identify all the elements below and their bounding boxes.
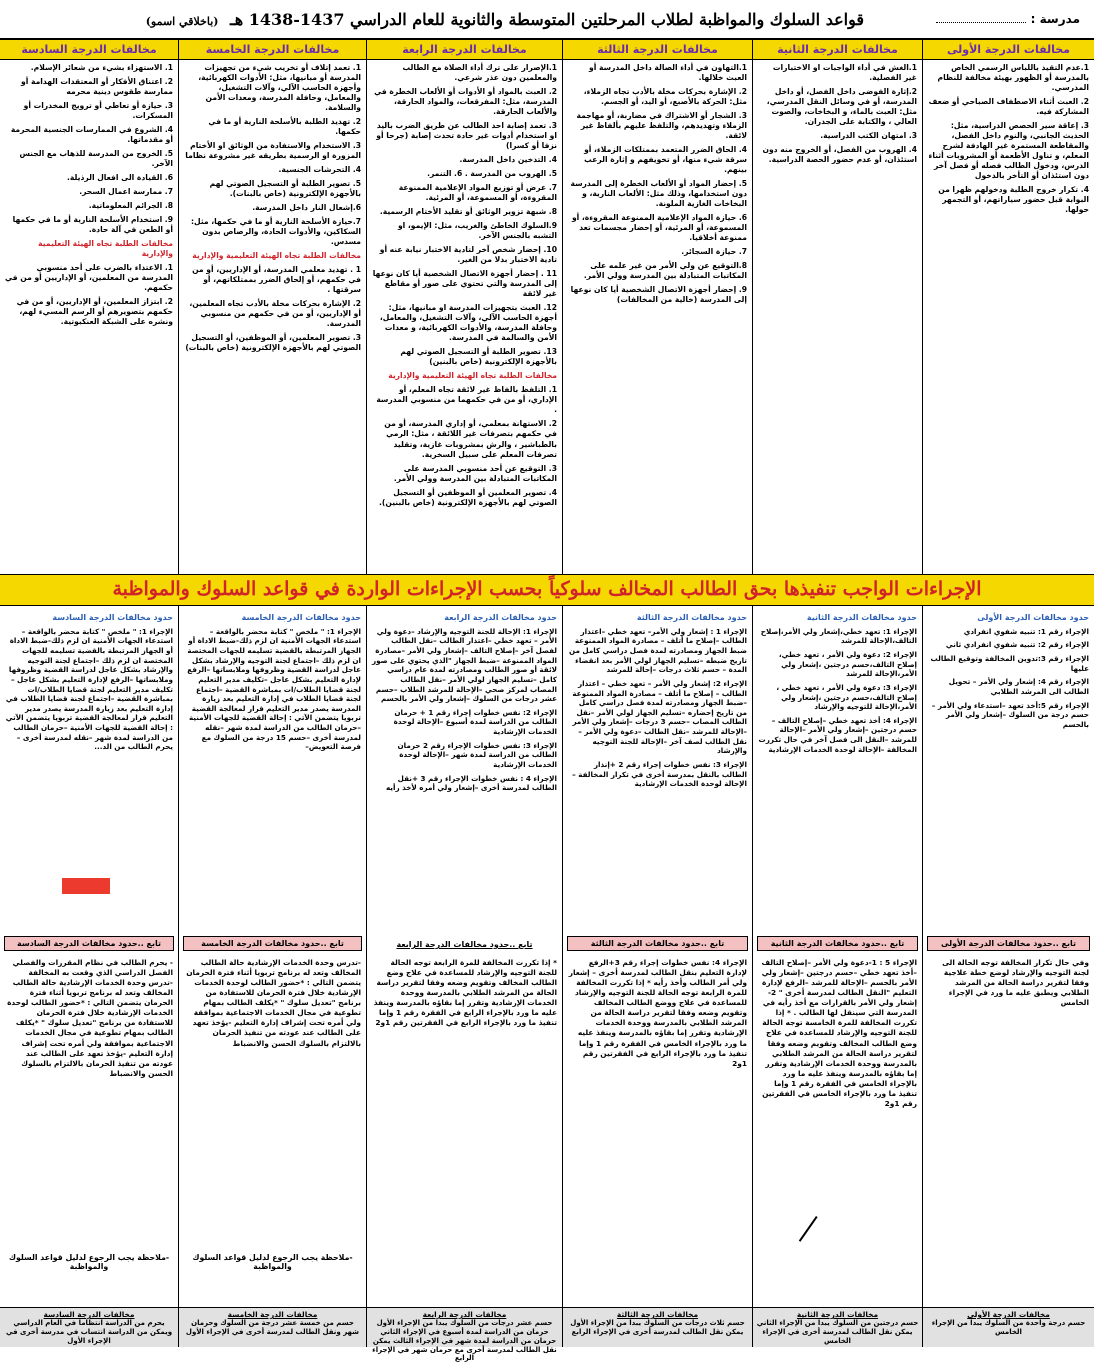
continued-label: تابع ..حدود مخالفات الدرجة السادسة — [4, 936, 174, 951]
procedure-step: الإجراء 2: نفس خطوات إجراء رقم 1 + حرمان الطالب من الدراسة لمدة أسبوع –الإحالة لوحدة الخدمات الإرشادية — [393, 707, 557, 737]
continued-text: الإجراء 4: نفس خطوات إجراء رقم 3+الرفع لإدارة التعليم بنقل الطالب لمدرسة أخرى – إشعار ولي أمر الطالب وأخذ رأيه * إذا تكررت المخالفة للمرة الرابعة توجه الحالة للجنة التوجيه والإرشاد للمساعدة في علاج ووضع الطالب المخالف وتقويم وضعه وفقا لتقرير دراسة الحالة من المرشد الطلابي بالمدرسة ووحدة الخدمات الإرشادية وتقرر إما بقاؤه بالمدرسة وينفذ عليه ما ورد بالإجراء الخامس في الفقرة رقم 1 وإما تنفيذ ما ورد بالإجراء الرابع في الفقرتين رقم 1و2 — [568, 958, 747, 1068]
procedure-step: الإجراء 1: " ملخص " كتابة محضر بالواقعة –استدعاء الجهات الأمنية ان لزم ذلك-ضبط الاداة أو الجهاز المرتبطة بالقضية تسليمه للجهات المختصة ان لزم ذلك –اجتماع لجنة التوجيه والإرشاد بشكل عاجل لدراسة القضية وظروفها وملابساتها –الرفع لإدارة التعليم بشكل عاجل –تكليف مدير التعليم لجنة قضايا الطلاب/ات بمباشرة القضية –اجتماع لجنة قضايا الطلاب في إدارة التعليم بعد زيارة المدرسة يصدر مدير التعليم قرار لمعالجة القضية تربويا يتضمن الآتي : إحالة القضية للجهات الأمنية –حرمان الطالب من الدراسة لمدة شهر –نقله لمدرسة أخرى –يحرم الطالب من الد... — [5, 626, 173, 752]
item: 9. استخدام الأسلحة النارية أو ما في حكمها أو الطعن في آلة حادة. — [12, 215, 173, 235]
item: 1.عدم التقيد باللباس الرسمي الخاص بالمدرسة أو الظهور بهيئة مخالفة للنظام المدرسي. — [937, 63, 1089, 93]
procedure-body — [753, 606, 922, 761]
item: 2. العبث بالمواد أو الأدوات أو الألعاب الخطرة في المدرسة، مثل: المفرقعات، والمواد الحارقة، والألعاب الحارقة. — [374, 87, 557, 117]
staff-item: 2. الاستهانة بمعلمي، أو إداري المدرسة، أو من في حكمهم بتصرفات غير اللائقة ، مثل: الرمي بالطباشير ، والرش بمشروبات غازية، وتقليد تصرفات المعلم على سبيل السخرية. — [384, 419, 557, 459]
col-items — [563, 60, 752, 312]
item: 3. الاستخدام والاستفادة من الوثائق او الأختام المزورة او الرسمية بطريقه غير مشروعة نظاما — [185, 141, 361, 161]
procedure-step: الإجراء 1: " ملخص " كتابة محضر بالواقعة –استدعاء الجهات الأمنية ان لزم ذلك-ضبط الاداة أو الجهاز المرتبطة بالقضية تسليمه للجهات المختصة ان لزم ذلك –اجتماع لجنة التوجيه والإرشاد بشكل عاجل لدراسة القضية وظروفها وملابساتها –الرفع لإدارة التعليم بشكل عاجل –تكليف مدير التعليم لجنة قضايا الطلاب/ات بمباشرة القضية –اجتماع لجنة قضايا الطلاب في إدارة التعليم بعد زيارة المدرسة يصدر مدير التعليم قرار لمعالجة القضية تربويا يتضمن الآتي : إحالة القضية للجهات الأمنية –حرمان الطالب من الدراسة لمدة شهر –نقله لمدرسة أخرى –حسم 15 درجة من السلوك مع فرصة التعويض– — [187, 626, 361, 752]
item: 5. تصوير الطلبة أو التسجيل الصوتي لهم بالأجهزة الإلكترونية (خاص بالبنات). — [209, 179, 361, 199]
staff-item: 1 . تهديد معلمي المدرسة، أو الإداريين، أو من في حكمهم، أو إلحاق الضرر بممتلكاتهم، أو سرقتها . — [192, 265, 361, 295]
staff-item: 3. تصوير المعلمين، أو الموظفين، أو التسجيل الصوتي لهم بالأجهزة الإلكترونية (خاص بالبنات) — [185, 333, 361, 353]
continued-text: وفي حال تكرار المخالفة توجه الحالة الى لجنة التوجيه والإرشاد لوضع خطة علاجية وفقا لتقرير دراسة الحالة من المرشد الطلابي ويطبق عليه ما ورد في الإجراء الخامس — [942, 958, 1089, 1008]
item: 11 . إحضار أجهزة الاتصال الشخصية أيا كان نوعها إلى المدرسة والتي تحتوي على صور أو مقاطع غير لائقة — [372, 269, 557, 299]
summary-cell-4 — [366, 1307, 562, 1363]
redaction-mark — [62, 878, 110, 894]
continued-text: * إذا تكررت المخالفة للمرة الرابعة توجه الحالة للجنة التوجيه والإرشاد للمساعدة في علاج وضع الطالب المخالف وتقويم وضعه وفقا لتقرير دراسة الحالة من المرشد الطلابي بالمدرسة ووحدة الخدمات الإرشادية وتقرر إما بقاؤه بالمدرسة وينفذ عليه ما ورد بالإجراء الرابع في الفقرة رقم 1 وإما تنفيذ ما ورد بالإجراء الرابع في الفقرتين رقم 1و2 — [373, 958, 557, 1028]
summary-text: حسم درجتين من السلوك يبدا من الإجراء الثاني يمكن نقل الطالب لمدرسة أخرى في الإجراء الخامس — [756, 1319, 919, 1345]
continued-text: الإجراء 5 : 1-دعوة ولي الأمر –إصلاح التالف –أخذ تعهد خطي –حسم درجتين –إشعار ولي الأمر بالحسم –الإحالة للمرشد –الرفع لإدارة التعليم "النقل الطالب لمدرسة أخرى " 2-إشعار ولي الأمر بالقرارات مع أخذ رأيه في المدرسة التي سينقل لها الطالب . * إذا تكررت المخالفة للمرة الخامسة توجه الحالة للجنة التوجيه والإرشاد للمساعدة في علاج وضع الطالب المخالف وتقويم وضعه وفقا لتقرير دراسة الحالة من المرشد الطلابي بالمدرسة ووحدة الخدمات الإرشادية وتقرر إما بقاؤه بالمدرسة وينفذ عليه ما ورد بالإجراء الخامس في الفقرة رقم 1 وإما تنفيذ ما ورد بالإجراء الخامس في الفقرتين رقم 1و2 — [761, 958, 917, 1108]
col-items — [753, 60, 922, 172]
continued-label: تابع ..حدود مخالفات الدرجة الأولى — [927, 936, 1090, 951]
procedure-body — [179, 606, 366, 759]
item: 12. العبث بتجهيزات المدرسة او مبانيها، مثل: أجهزة الحاسب الآلي، وآلات التشغيل، والمعامل، وحافلة المدرسة، والأدوات الكهربائية، و معدات الأمن والسالمة في المدرسة. — [379, 303, 557, 343]
summary-title: مخالفات الدرجة الأولى — [967, 1310, 1050, 1319]
item: 1.الإصرار على ترك أداء الصلاة مع الطالب والمعلمين دون عذر شرعي. — [402, 63, 557, 83]
continued-grid — [0, 955, 1094, 1307]
staff-section-title: مخالفات الطلبة تجاه الهيئة التعليمية والإدارية — [388, 371, 557, 381]
item: 1.الغش في أداء الواجبات او الاختبارات غير الفصلية. — [772, 63, 917, 83]
summary-title: مخالفات الدرجة الثالثة — [616, 1310, 699, 1319]
summary-text: حسم ثلاث درجات من السلوك يبدا من الإجراء الأول يمكن نقل الطالب لمدرسة أخرى في الإجراء الرابع — [570, 1319, 745, 1336]
col-items — [0, 60, 178, 334]
continued-label: تابع ..حدود مخالفات الدرجة الخامسة — [183, 936, 362, 951]
item: 2. العبث أثناء الاصطفاف الصباحي أو ضعف المشاركة فيه. — [928, 97, 1089, 117]
procedure-step: الإجراء 4: أخذ تعهد خطي –إصلاح التالف –حسم درجتين –إشعار ولي الأمر –الإحالة للمرشد –النقل الى فصل آخر في حال تكررت المخالفة –الإحالة لوحدة الخدمات الإرشادية — [758, 715, 917, 754]
page-title — [146, 10, 864, 29]
item: 2. اعتناق الأفكار أو المعتقدات الهدامة أو ممارسة طقوس دينية محرمه — [21, 77, 173, 97]
procedure-title: حدود مخالفات الدرجة الرابعة — [444, 613, 557, 622]
procedure-step: الإجراء 3: نفس خطوات إجراء رقم 2 +إنذار الطالب بالنقل بمدرسة أخرى في تكرار المخالفة –الإحالة لوحدة الخدمات الإرشادية — [572, 760, 747, 789]
summary-title: مخالفات الدرجة الخامسة — [227, 1310, 318, 1319]
continued-text: -تدرس وحدة الخدمات الإرشادية حالة الطالب المخالف وتعد له برنامج تربويا أثناء فترة الحرمان يتضمن التالي : *حضور الطالب لوحدة الخدمات الإرشادية خلال فترة الحرمان للاستفادة من برنامج "تعديل سلوك " *يكلف الطالب بمهام تطوعية في مجال الخدمات الاجتماعية بموافقة ولي أمره تحت إشراف إدارة التعليم -يؤخذ تعهد على الطالب عند عودته من تنفيذ الحرمان بالالتزام بالسلوك الحسن والانضباط — [186, 958, 361, 1048]
violation-col-4 — [366, 40, 562, 574]
summary-text: حسم من خمسة عشر درجة من السلوك وحرمان شهر ونقل الطالب لمدرسة أخرى في الإجراء الأول — [185, 1319, 360, 1336]
procedure-step: الإجراء 1: تعهد خطي،إشعار ولي الأمر،إصلاح التالف،الإحالة للمرشد — [760, 626, 917, 646]
continued-label: تابع ..حدود مخالفات الدرجة الثالثة — [567, 936, 748, 951]
col-title: مخالفات الدرجة الأولى — [923, 40, 1094, 60]
summary-cell-6 — [0, 1307, 178, 1347]
procedure-step: الإجراء 2: دعوة ولي الأمر ، تعهد خطي، إصلاح التالف،حسم درجتين ،إشعار ولي الأمر،الإحالة للمرشد — [778, 650, 917, 679]
violation-col-5 — [178, 40, 366, 574]
staff-section-title: مخالفات الطلبة تجاه الهيئة التعليمية والإدارية — [38, 239, 173, 259]
item: 5. الخروج من المدرسة للذهاب مع الجنس الآخر. — [19, 149, 173, 169]
violations-grid — [0, 40, 1094, 574]
procedures-banner: الإجراءات الواجب تنفيذها بحق الطالب المخالف سلوكياً بحسب الإجراءات الواردة في قواعد السلوك والمواظبة — [0, 574, 1094, 606]
item: 10. إحضار شخص آخر لتادية الاختبار نيابة عنه أو تادية الاختبار بدلا من الغير. — [379, 245, 557, 265]
procedure-col-3 — [562, 606, 752, 955]
summary-text: يحرم من الدراسة انتظاما في العام الدراسي ويمكن من الدراسة انتساب في مدرسة أخرى في الإجراء الأول — [5, 1319, 173, 1345]
procedure-body — [923, 606, 1094, 736]
procedure-step: الإجراء رقم 5:أخذ تعهد –استدعاء ولي الأمر –حسم درجة من السلوك –إشعار ولي الأمر بالحسم — [931, 700, 1089, 729]
procedure-step: الإجراء 4 : نفس خطوات الإجراء رقم 3 +نقل الطالب لمدرسة أخرى –إشعار ولي أمره لأخذ رأيه — [385, 773, 557, 793]
col-items — [923, 60, 1094, 222]
item: 7. ممارسة اعمال السحر. — [79, 187, 173, 197]
procedure-step: الإجراء رقم 2: تنبيه شفوي انفرادي ثاني — [945, 640, 1089, 650]
col-title: مخالفات الدرجة الثالثة — [563, 40, 752, 60]
violation-col-1 — [922, 40, 1094, 574]
school-blank — [936, 13, 1026, 23]
procedure-title: حدود مخالفات الدرجة الأولى — [977, 613, 1089, 622]
procedure-step: الإجراء رقم 3:تدوين المخالفة وتوقيع الطالب عليها — [930, 654, 1089, 673]
guide-remark: -ملاحظة يجب الرجوع لدليل قواعد السلوك والمواظبة — [8, 1253, 170, 1271]
summary-text: حسم عشر درجات من السلوك يبدا من الإجراء الأول حرمان من الدراسة لمدة أسبوع في الإجراء الثاني حرمان من الدراسة لمدة شهر في الإجراء الثالث يمكن نقل الطالب لمدرسة أخرى مع حرمان شهر في الإجراء الرابع — [372, 1319, 557, 1363]
col-items — [179, 60, 366, 360]
page-header — [0, 0, 1094, 40]
col-title: مخالفات الدرجة الرابعة — [367, 40, 562, 60]
item: 1. تعمد إتلاف أو تخريب شيء من تجهيزات المدرسة أو مبانيها، مثل: الأدوات الكهربائية، وأجهزة الحاسب الآلي، وآلات التشغيل، والمعامل، وحافلة المدرسة، ومعدات الأمن والسلامة. — [198, 63, 361, 113]
summary-title: مخالفات الدرجة السادسة — [43, 1310, 135, 1319]
summary-cell-1 — [922, 1307, 1094, 1347]
procedure-col-1 — [922, 606, 1094, 955]
item: 7. حيازة السجائر. — [681, 247, 747, 257]
item: 7. عرض أو توزيع المواد الإعلامية الممنوعة المقروءة، أو المسموعة، أو المرئية. — [398, 183, 557, 203]
guide-remark: -ملاحظة يجب الرجوع لدليل قواعد السلوك والمواظبة — [192, 1253, 353, 1271]
procedures-grid — [0, 606, 1094, 955]
item: 4. الحاق الضرر المتعمد بممتلكات الزملاء، أو سرقة شيء منها، أو تخويفهم و إثارة الرعب بينهم. — [584, 145, 747, 175]
school-label: مدرسة : — [1030, 12, 1080, 26]
item: 7.حيازة الأسلحة النارية أو ما في حكمها، مثل: السكاكين، والأدوات الحادة، والرصاص بدون مسدس. — [191, 217, 361, 247]
staff-item: 1. التلفظ بالفاظ غير لائقة تجاه المعلم، أو الإداري، أو من في حكمهما من منسوبي المدرسة . — [376, 385, 557, 415]
procedure-title: حدود مخالفات الدرجة السادسة — [52, 613, 173, 622]
continued-col-2 — [752, 955, 922, 1307]
procedure-step: الإجراء 1 : إشعار ولي الأمر– تعهد خطي –اعتذار الطالب –إصلاح ما أتلف – مصادرة المواد الممنوعة ضبط الجهاز ومصادرته لمدة فصل دراسي كامل من تاريخ ضبطه –تسليم الجهاز لولي الأمر بعد انقضاء المدة – حسم ثلاث درجات –إحالة للمرشد — [568, 626, 747, 675]
violation-col-2 — [752, 40, 922, 574]
col-title: مخالفات الدرجة الثانية — [753, 40, 922, 60]
summary-row — [0, 1307, 1094, 1363]
item: 3. تعمد إصابة احد الطالب عن طريق الضرب باليد او استخدام أدوات غير حادة تحدث إصابة (جرحا أو نزفا أو كسرا) — [376, 121, 557, 151]
continued-col-3 — [562, 955, 752, 1307]
col-title: مخالفات الدرجة الخامسة — [179, 40, 366, 60]
item: 3. حيازة أو تعاطي أو ترويج المخدرات أو المسكرات. — [23, 101, 173, 121]
procedure-title: حدود مخالفات الدرجة الثانية — [806, 613, 917, 622]
procedure-col-5 — [178, 606, 366, 955]
procedure-step: الإجراء 3: نفس خطوات الإجراء رقم 2 حرمان الطالب من الدراسة لمدة شهر –الإحالة لوحدة الخدمات الإرشادية — [397, 740, 557, 770]
summary-cell-3 — [562, 1307, 752, 1347]
item: 3. الشجار أو الاشتراك في مضاربة، أو مهاجمة الزملاء وتهديدهم، والتلفظ عليهم بألفاظ غير لائقة. — [576, 111, 747, 141]
item: 6. حيازة المواد الإعلامية الممنوعة المقروءة، أو المسموعة، أو المرئية، أو إحضار مجسمات تعد ممنوعة أخلاقيا. — [571, 213, 747, 243]
continued-col-6 — [0, 955, 178, 1307]
continued-label: تابع ..حدود مخالفات الدرجة الثانية — [757, 936, 918, 951]
summary-text: حسم درجة واحدة من السلوك يبدا من الإجراء الخامس — [931, 1319, 1086, 1336]
item: 13. تصوير الطلبة أو التسجيل الصوتي لهم بالأجهزة الإلكترونية (خاص بالبنين) — [400, 347, 557, 367]
continued-label: تابع ..حدود مخالفات الدرجة الرابعة — [396, 940, 533, 949]
item: 4. التحرشات الجنسية. — [278, 165, 361, 175]
violation-col-3 — [562, 40, 752, 574]
item: 3. امتهان الكتب الدراسية. — [820, 131, 917, 141]
procedure-step: الإجراء رقم 4: إشعار ولي الأمر – تحويل الطالب الى المرشد الطلابي — [948, 677, 1089, 696]
violation-col-6 — [0, 40, 178, 574]
item: 8.التوقيع عن ولي الأمر من غير علمه على المكاتبات المتبادلة بين المدرسة وولي الأمر. — [583, 261, 747, 281]
procedure-title: حدود مخالفات الدرجة الخامسة — [241, 613, 361, 622]
item: 5. إحضار المواد أو الألعاب الخطرة إلى المدرسة دون استخدامها، وذلك مثل: الألعاب النارية، و البخاخات الغازية الملونة. — [570, 179, 747, 209]
procedure-body — [0, 606, 178, 759]
continued-col-1 — [922, 955, 1094, 1307]
item: 2. تهديد الطلبة بالأسلحة النارية أو ما في حكمها. — [208, 117, 361, 137]
item: 4. الشروع في الممارسات الجنسية المحرمة أو مقدماتها. — [10, 125, 173, 145]
summary-title: مخالفات الدرجة الرابعة — [422, 1310, 507, 1319]
staff-item: 2. الإشارة بحركات مخلة بالأدب تجاه المعلمين، أو الإداريين، أو من في حكمهم من منسوبي المدرسة. — [189, 299, 361, 329]
procedure-step: الإجراء رقم 1: تنبيه شفوي انفرادي — [963, 626, 1089, 636]
col-title: مخالفات الدرجة السادسة — [0, 40, 178, 60]
item: 6.إشعال النار داخل المدرسة. — [252, 203, 361, 213]
item: 3. إعاقة سير الحصص الدراسية، مثل: الحديث الجانبي، والنوم داخل الفصل، والمقاطعة المستمرة غير الهادفة لشرح المعلم، و تناول الأطعمة أو المشروبات أثناء الدرس، ودخول الطالب فصله أو فصل آخر دون استئذان أو التأخر بالدخول — [928, 121, 1089, 181]
item: 5. الهروب من المدرسة . 6. التنمر. — [427, 169, 557, 179]
item: 9.السلوك الخاطئ والغريب، مثل: الإيمو، او التشبه بالجنس الآخر. — [397, 221, 557, 241]
procedure-step: الإجراء 1: الإحالة للجنة التوجيه والإرشاد –دعوة ولي الأمر – تعهد خطي –اعتذار الطالب –نقل الطالب لفصل آخر –إصلاح التالف –إشعار ولي الأمر –مصادرة المواد الممنوعة –ضبط الجهاز "الذي يحتوي على صور لائقة أو صور الطالب ومصادرته لمدة عام دراسي كامل –تسليم الجهاز لولي الأمر –نقل الطالب المصاب لمركز صحي –الإحالة للمرشد الطلاب –حسم عشر درجات من السلوك –إشعار ولي الأمر بالحسم — [371, 626, 557, 704]
item: 2. الإشارة بحركات مخلة بالأدب تجاه الزملاء، مثل: الحركة بالأصبع، أو اليد، أو الجسم. — [583, 87, 747, 107]
item: 6. القيادة الى افعال الرذيلة. — [67, 173, 173, 183]
item: 8. شبهة تزوير الوثائق أو تقليد الأختام الرسمية. — [379, 207, 557, 217]
procedure-col-2 — [752, 606, 922, 955]
item: 8. الجرائم المعلوماتية. — [88, 201, 173, 211]
continued-col-5 — [178, 955, 366, 1307]
item: 1.التهاون في أداء الصالة داخل المدرسة أو العبث خلالها. — [589, 63, 747, 83]
procedure-title: حدود مخالفات الدرجة الثالثة — [636, 613, 747, 622]
staff-item: 2. ابتزاز المعلمين، أو الإداريين، أو من في حكمهم بتصويرهم أو الرسم المسيء لهم، ونشره على الشبكة العنكبوتية. — [16, 297, 173, 327]
pen-stroke — [799, 1216, 817, 1241]
item: 4. التدخين داخل المدرسة. — [459, 155, 557, 165]
title-text: قواعد السلوك والمواظبة لطلاب المرحلتين المتوسطة والثانوية للعام الدراسي 1437-1438 هـ — [230, 9, 864, 29]
procedure-body — [563, 606, 752, 796]
summary-cell-2 — [752, 1307, 922, 1347]
item: 4. تكرار خروج الطلبة ودخولهم ظهرا من البوابة قبل حضور سياراتهم، أو التجمهر حولها. — [938, 185, 1089, 215]
staff-item: 3. التوقيع عن أحد منسوبي المدرسة على المكاتبات المتبادلة بين المدرسة وولي الأمر. — [393, 463, 557, 483]
item: 1. الاستهزاء بشيء من شعائر الإسلام. — [30, 63, 173, 72]
item: 4. الهروب من الفصل، أو الخروج منه دون استئذان، أو عدم حضور الحصة الدراسية. — [762, 145, 917, 165]
summary-cell-5 — [178, 1307, 366, 1347]
title-slogan: (باخلاقي اسمو) — [145, 14, 219, 28]
item: 2.إثارة الفوضى داخل الفصل، أو داخل المدرسة، أو في وسائل النقل المدرسي، مثل: العبث بالماء، و البخاخات، والصوت العالي ، والكتابة على الجدران. — [766, 87, 917, 127]
school-field — [864, 12, 1094, 26]
staff-item: 4. تصوير المعلمين أو الموظفين أو التسجيل الصوتي لهم بالأجهزة الإلكترونية (خاص بالبنين). — [379, 487, 557, 507]
item: 9. إحضار أجهزة الاتصال الشخصية أيا كان نوعها إلى المدرسة (خالية من المخالفات) — [570, 285, 747, 305]
staff-section-title: مخالفات الطلبة تجاه الهيئة التعليمية والإدارية — [192, 251, 361, 261]
procedure-step: الإجراء 2: إشعار ولي الأمر – تعهد خطي – اعتذار الطالب – إصلاح ما أتلف – مصادرة المواد الممنوعة –ضبط الجهاز ومصادرته لمدة فصل دراسي كامل من تاريخ إحضاره –تسليم الجهاز لولي الأمر –نقل الطالب المصاب –حسم 3 درجات –إشعار ولي الأمر –الإحالة للمرشد –نقل الطالب –دعوة ولي الأمر – نقل الطالب لصف آخر –الإحالة للجنة التوجيه والإرشاد — [572, 678, 747, 756]
procedure-col-4 — [366, 606, 562, 955]
continued-col-4 — [366, 955, 562, 1307]
continued-text: - يحرم الطالب في نظام المقررات والفصلي الفصل الدراسي الذي وقعت به المخالفة -تدرس وحدة الخدمات الإرشادية حالة الطالب المخالف وتعد له برنامج تربويا أثناء فترة الحرمان يتضمن التالي : *حضور الطالب لوحدة الخدمات الإرشادية خلال فترة الحرمان للاستفادة من برنامج "تعديل سلوك " *يكلف الطالب بمهام تطوعية في مجال الخدمات الاجتماعية بموافقة ولي أمره تحت إشراف إدارة التعليم -يؤخذ تعهد على الطالب عند عودته من تنفيذ الحرمان بالالتزام بالسلوك الحسن والانضباط — [7, 958, 173, 1078]
procedure-body — [367, 606, 562, 800]
staff-item: 1. الاعتداء بالضرب على أحد منسوبي المدرسة من المعلمين، أو الإداريين أو من في حكمهم. — [4, 263, 173, 293]
col-items — [367, 60, 562, 515]
procedure-step: الإجراء 3: دعوة ولي الأمر ، تعهد خطي ، إصلاح التالف،حسم درجتين ،إشعار ولي الأمر،الإحالة للتوجيه والإرشاد — [776, 682, 917, 712]
procedure-col-6 — [0, 606, 178, 955]
summary-title: مخالفات الدرجة الثانية — [796, 1310, 879, 1319]
